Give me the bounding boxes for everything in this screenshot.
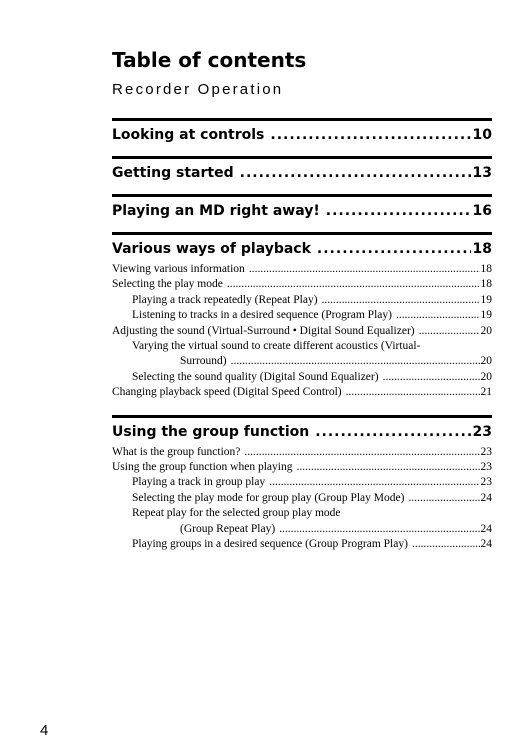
leader-dots (322, 293, 480, 308)
toc-entry[interactable] (112, 370, 492, 385)
leader-dots (408, 491, 479, 506)
toc-entry[interactable] (112, 324, 492, 339)
section-title: Various ways of playback (112, 241, 311, 257)
entry-page: 18 (480, 278, 492, 291)
entry-text: Using the group function when playing (112, 461, 293, 474)
toc-entry[interactable] (112, 491, 492, 506)
entry-page: 24 (480, 522, 492, 535)
toc-entry[interactable] (112, 277, 492, 292)
entry-text: Listening to tracks in a desired sequence (Program Play) (132, 309, 392, 322)
entry-page: 18 (480, 263, 492, 275)
table-of-contents (112, 48, 492, 553)
entry-text-continued: Surround) (180, 355, 227, 368)
leader-dots (240, 164, 471, 182)
leader-dots (326, 202, 471, 220)
section-rule (112, 232, 492, 235)
leader-dots (270, 126, 470, 144)
section-title: Playing an MD right away! (112, 203, 320, 219)
entry-page: 20 (480, 370, 492, 383)
section-heading[interactable] (112, 423, 492, 441)
toc-section-playing-an-md (112, 194, 492, 220)
leader-dots (231, 354, 480, 369)
page-subtitle: Recorder Operation (112, 81, 284, 98)
entry-page: 19 (480, 293, 492, 306)
toc-entry[interactable] (112, 385, 492, 400)
entry-text: Adjusting the sound (Virtual-Surround • Digital Sound Equalizer) (112, 324, 415, 337)
section-rule (112, 118, 492, 121)
entry-page: 24 (480, 491, 492, 504)
section-page: 18 (472, 241, 492, 257)
entry-text: What is the group function? (112, 445, 241, 458)
entry-page: 24 (480, 538, 492, 551)
section-title: Looking at controls (112, 127, 265, 143)
entry-page: 23 (480, 461, 492, 474)
section-rule (112, 415, 492, 418)
section-heading[interactable] (112, 126, 492, 144)
toc-section-various-ways-of-playback (112, 232, 492, 401)
leader-dots (412, 537, 480, 552)
entry-text-continued: (Group Repeat Play) (180, 522, 276, 535)
entry-page: 23 (480, 445, 492, 458)
leader-dots (244, 445, 479, 460)
section-title: Using the group function (112, 423, 310, 440)
entry-page: 20 (480, 355, 492, 368)
entry-text: Selecting the play mode (112, 278, 223, 291)
section-page: 16 (472, 203, 492, 219)
toc-entry[interactable] (112, 339, 492, 370)
toc-entry[interactable] (112, 460, 492, 475)
toc-entry[interactable] (112, 506, 492, 537)
entry-text: Viewing various information (112, 263, 245, 275)
toc-entry[interactable] (112, 262, 492, 277)
entry-text: Selecting the sound quality (Digital Sound Equalizer) (132, 370, 379, 383)
leader-dots (317, 240, 471, 258)
entry-text: Selecting the play mode for group play (Group Play Mode) (132, 491, 405, 504)
leader-dots (315, 423, 470, 441)
toc-section-looking-at-controls (112, 118, 492, 144)
toc-entry[interactable] (112, 293, 492, 308)
entry-page: 23 (480, 476, 492, 489)
leader-dots (279, 522, 479, 537)
entry-text: Repeat play for the selected group play mode (132, 507, 341, 520)
entry-text: Playing groups in a desired sequence (Group Program Play) (132, 538, 408, 551)
toc-entry[interactable] (112, 308, 492, 323)
leader-dots (396, 308, 480, 323)
leader-dots (419, 324, 480, 339)
entry-text: Changing playback speed (Digital Speed Control) (112, 386, 342, 399)
leader-dots (269, 475, 479, 490)
section-entries (112, 445, 492, 553)
section-page: 13 (472, 165, 492, 181)
section-heading[interactable] (112, 202, 492, 220)
section-entries (112, 262, 492, 401)
section-heading[interactable] (112, 240, 492, 258)
toc-section-getting-started (112, 156, 492, 182)
section-rule (112, 156, 492, 159)
entry-text: Varying the virtual sound to create different acoustics (Virtual- (132, 340, 421, 353)
section-rule (112, 194, 492, 197)
toc-section-using-the-group-function (112, 415, 492, 553)
page-number: 4 (40, 722, 49, 739)
leader-dots (227, 277, 480, 292)
leader-dots (249, 262, 480, 277)
entry-text: Playing a track in group play (132, 476, 266, 489)
leader-dots (346, 385, 480, 400)
leader-dots (296, 460, 479, 475)
entry-page: 21 (480, 386, 492, 399)
section-heading[interactable] (112, 164, 492, 182)
section-page: 10 (472, 127, 492, 143)
page-title: Table of contents (112, 48, 307, 72)
toc-entry[interactable] (112, 445, 492, 460)
section-title: Getting started (112, 165, 234, 181)
entry-text: Playing a track repeatedly (Repeat Play) (132, 293, 318, 306)
entry-page: 19 (480, 309, 492, 322)
toc-entry[interactable] (112, 537, 492, 552)
entry-page: 20 (480, 324, 492, 337)
toc-entry[interactable] (112, 475, 492, 490)
leader-dots (383, 370, 480, 385)
section-page: 23 (472, 423, 492, 440)
